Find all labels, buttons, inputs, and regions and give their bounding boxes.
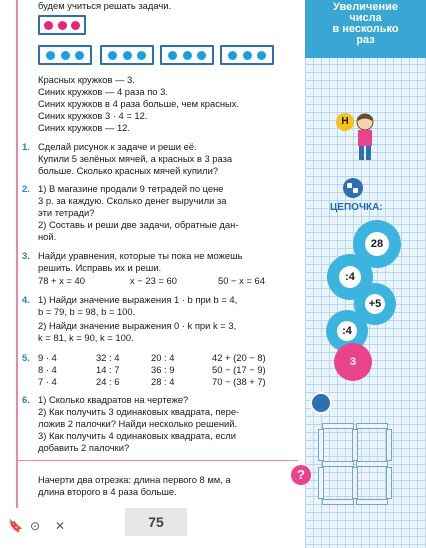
blue-circle: [123, 51, 132, 60]
expression: 42 + (20 − 8): [212, 352, 266, 363]
task-2-line: эти тетради?: [38, 207, 95, 218]
grid-globe-icon: [310, 392, 332, 414]
task-6-line: 3) Как получить 4 одинаковых квадрата, если: [38, 430, 236, 441]
blue-circle: [137, 51, 146, 60]
blue-circle: [46, 51, 55, 60]
task-4-line: k = 81, k = 90, k = 100.: [38, 332, 134, 343]
task-1-line: Сделай рисунок к задаче и реши её.: [38, 141, 197, 152]
expression: 70 − (38 + 7): [212, 376, 266, 387]
task-3-line: решить. Исправь их и реши.: [38, 262, 162, 273]
task-3-line: Найди уравнения, которые ты пока не можешь: [38, 250, 243, 261]
gear-div4: :4: [327, 254, 373, 300]
expression: 50 − (17 − 9): [212, 364, 266, 375]
task-4-line: 1) Найди значение выражения 1 · b при b = 4,: [38, 294, 238, 305]
task-2-line: 2) Составь и реши две задачи, обратные дан-: [38, 219, 239, 230]
intro-line: Синих кружков — 12.: [38, 122, 131, 133]
blue-circle: [257, 51, 266, 60]
task-2-line: 3 р. за каждую. Сколько денег выручили за: [38, 195, 227, 206]
blue-circle: [108, 51, 117, 60]
expression: 36 : 9: [151, 364, 175, 375]
red-circle: [58, 21, 67, 30]
equation: 50 − x = 64: [218, 275, 265, 286]
gear-plus5: +5: [354, 283, 396, 325]
blue-circle: [61, 51, 70, 60]
blue-circle: [197, 51, 206, 60]
matchstick-figure: [318, 423, 396, 503]
blue-circle: [228, 51, 237, 60]
task-6-line: ложив 2 палочки? Найди несколько решений.: [38, 418, 238, 429]
extra-task-line: Начерти два отрезка: длина первого 8 мм, а: [38, 474, 231, 485]
task-6-line: 2) Как получить 3 одинаковых квадрата, пере-: [38, 406, 240, 417]
blue-circles-group: [160, 45, 214, 65]
camera-icon[interactable]: ⊙: [30, 519, 41, 533]
task-6-line: 1) Сколько квадратов на чертеже?: [38, 394, 189, 405]
gear-28: 28: [353, 220, 401, 268]
red-circle: [44, 21, 53, 30]
task-number: 4.: [22, 294, 30, 305]
task-number: 2.: [22, 183, 30, 194]
task-6-line: добавить 2 палочки?: [38, 442, 130, 453]
task-1-line: больше. Сколько красных мячей купили?: [38, 165, 219, 176]
expression: 7 · 4: [38, 376, 57, 387]
gear-answer: 3: [334, 343, 372, 381]
blue-circle: [168, 51, 177, 60]
task-number: 6.: [22, 394, 30, 405]
bookmark-icon[interactable]: 🔖: [8, 519, 23, 533]
expression: 9 · 4: [38, 352, 57, 363]
expression: 14 : 7: [96, 364, 120, 375]
task-2-line: 1) В магазине продали 9 тетрадей по цене: [38, 183, 224, 194]
expression: 8 · 4: [38, 364, 57, 375]
task-number: 1.: [22, 141, 30, 152]
question-icon: ?: [291, 465, 311, 485]
blue-circle: [243, 51, 252, 60]
task-number: 5.: [22, 352, 30, 363]
task-number: 3.: [22, 250, 30, 261]
blue-circle: [75, 51, 84, 60]
blue-circles-group: [100, 45, 154, 65]
dice-icon: [343, 178, 363, 198]
extra-task-line: длина второго в 4 раза больше.: [38, 486, 177, 497]
blue-circles-group: [220, 45, 274, 65]
chain-title: ЦЕПОЧКА:: [330, 202, 383, 213]
intro-line: Красных кружков — 3.: [38, 74, 135, 85]
equation: x − 23 = 60: [130, 275, 177, 286]
intro-line: Синих кружков в 4 раза больше, чем красных.: [38, 98, 240, 109]
intro-line: Синих кружков 3 · 4 = 12.: [38, 110, 148, 121]
expression: 28 : 4: [151, 376, 175, 387]
red-circle: [71, 21, 80, 30]
expression: 20 : 4: [151, 352, 175, 363]
gear-div4-second: :4: [326, 310, 368, 352]
top-cut-text: будем учиться решать задачи.: [38, 0, 172, 11]
equation: 78 + x = 40: [38, 275, 85, 286]
page-number: 75: [125, 508, 187, 536]
task-4-line: 2) Найди значение выражения 0 · k при k = 3,: [38, 320, 237, 331]
intro-line: Синих кружков — 4 раза по 3.: [38, 86, 168, 97]
task-1-line: Купили 5 зелёных мячей, а красных в 3 раза: [38, 153, 233, 164]
task-2-line: ной.: [38, 231, 57, 242]
expression: 32 : 4: [96, 352, 120, 363]
level-badge: Н: [336, 113, 354, 131]
blue-circles-group: [38, 45, 92, 65]
boy-figure-icon: [350, 112, 380, 164]
topic-title: Увеличение числа в несколько раз: [332, 1, 399, 46]
task-4-line: b = 79, b = 98, b = 100.: [38, 306, 136, 317]
red-circles-box: [38, 15, 86, 35]
close-icon[interactable]: ✕: [55, 519, 66, 533]
blue-circle: [183, 51, 192, 60]
expression: 24 : 6: [96, 376, 120, 387]
